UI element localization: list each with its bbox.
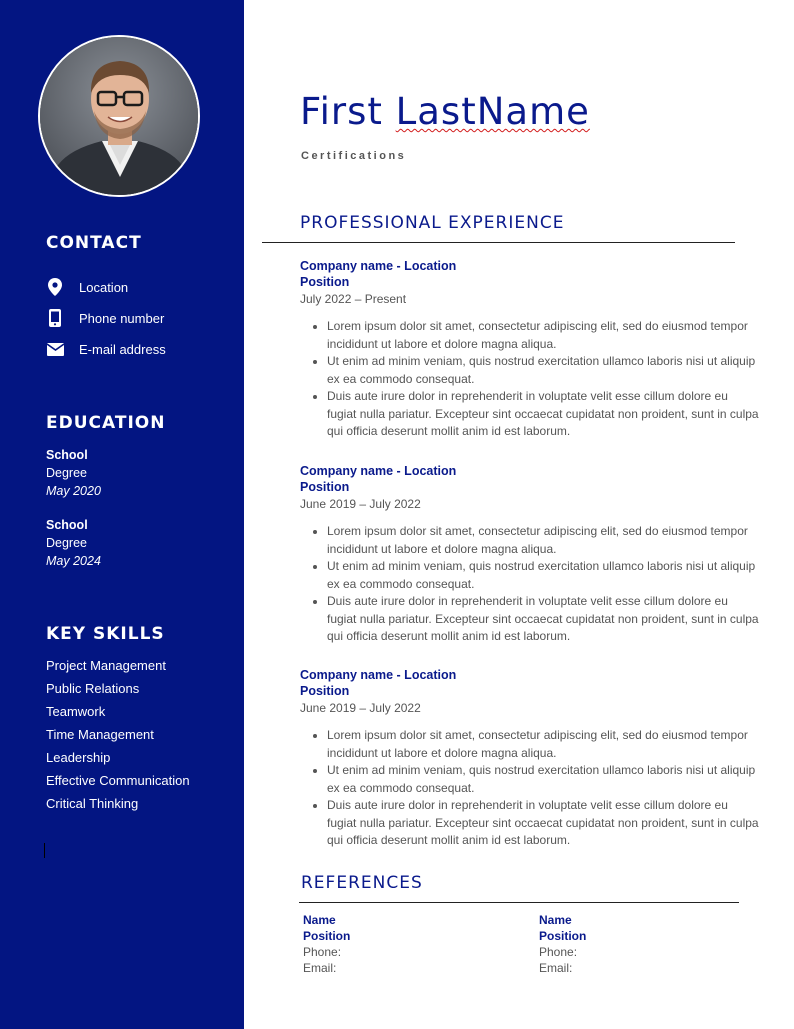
job-company: Company name - Location: [300, 259, 457, 273]
job-bullet: • Lorem ipsum dolor sit amet, consectetur adipiscing elit, sed do eiusmod tempor incididunt ut labore et dolore magna aliqua.: [327, 523, 760, 558]
reference-entry: [303, 912, 350, 976]
envelope-icon: [46, 340, 64, 358]
job-position: Position: [300, 684, 350, 698]
reference-entry: [539, 912, 586, 976]
job-dates: June 2019 – July 2022: [300, 497, 421, 511]
job-bullet: • Duis aute irure dolor in reprehenderit in voluptate velit esse cillum dolore eu fugiat nulla pariatur. Excepteur sint occaecat cupidatat non proident, sunt in culpa qui officia deserunt mollit anim id est laborum.: [327, 593, 760, 646]
education-heading: EDUCATION: [46, 413, 166, 433]
contact-email: [46, 340, 166, 358]
job-company: Company name - Location: [300, 668, 457, 682]
education-entry: [46, 516, 101, 570]
subtitle: Certifications: [301, 150, 407, 162]
skill-item: Teamwork: [46, 704, 106, 719]
job-dates: June 2019 – July 2022: [300, 701, 421, 715]
contact-phone-label: Phone number: [79, 310, 165, 326]
reference-name: Name: [303, 913, 336, 927]
reference-phone: Phone:: [303, 945, 342, 959]
text-cursor: [44, 843, 45, 858]
full-name: [300, 90, 590, 133]
skill-item: Project Management: [46, 658, 166, 673]
skill-item: Leadership: [46, 750, 111, 765]
job-position: Position: [300, 480, 350, 494]
first-name: First: [300, 90, 383, 133]
education-degree: Degree: [46, 536, 87, 550]
job-bullet: • Lorem ipsum dolor sit amet, consectetur adipiscing elit, sed do eiusmod tempor incididunt ut labore et dolore magna aliqua.: [327, 318, 760, 353]
profile-photo: [38, 35, 200, 197]
skill-item: Critical Thinking: [46, 796, 139, 811]
skill-item: Public Relations: [46, 681, 140, 696]
experience-heading: PROFESSIONAL EXPERIENCE: [300, 213, 565, 233]
references-heading: REFERENCES: [301, 873, 423, 893]
job-company: Company name - Location: [300, 464, 457, 478]
job-bullets: [300, 318, 760, 441]
contact-location: [46, 278, 128, 296]
phone-icon: [46, 309, 64, 327]
skill-item: Time Management: [46, 727, 154, 742]
contact-phone: [46, 309, 164, 327]
education-degree: Degree: [46, 466, 87, 480]
references-divider: [299, 902, 739, 903]
job-bullets: [300, 727, 760, 850]
job-bullet: • Ut enim ad minim veniam, quis nostrud exercitation ullamco laboris nisi ut aliquip ex ea commodo consequat.: [327, 558, 760, 593]
job-bullet: • Ut enim ad minim veniam, quis nostrud exercitation ullamco laboris nisi ut aliquip ex ea commodo consequat.: [327, 353, 760, 388]
sidebar: [0, 0, 244, 1029]
contact-heading: CONTACT: [46, 233, 142, 253]
education-entry: [46, 446, 101, 500]
reference-phone: Phone:: [539, 945, 578, 959]
reference-email: Email:: [303, 961, 337, 975]
education-school: School: [46, 448, 88, 462]
education-date: May 2024: [46, 554, 101, 568]
job-bullet: • Duis aute irure dolor in reprehenderit in voluptate velit esse cillum dolore eu fugiat nulla pariatur. Excepteur sint occaecat cupidatat non proident, sunt in culpa qui officia deserunt mollit anim id est laborum.: [327, 797, 760, 850]
reference-position: Position: [303, 929, 351, 943]
job-bullet: • Duis aute irure dolor in reprehenderit in voluptate velit esse cillum dolore eu fugiat nulla pariatur. Excepteur sint occaecat cupidatat non proident, sunt in culpa qui officia deserunt mollit anim id est laborum.: [327, 388, 760, 441]
experience-divider: [262, 242, 735, 243]
job-position: Position: [300, 275, 350, 289]
job-entry: [300, 667, 760, 850]
skill-item: Effective Communication: [46, 773, 190, 788]
skills-heading: KEY SKILLS: [46, 624, 165, 644]
reference-email: Email:: [539, 961, 573, 975]
job-entry: [300, 258, 760, 441]
contact-email-label: E-mail address: [79, 341, 166, 357]
education-date: May 2020: [46, 484, 101, 498]
job-bullet: • Lorem ipsum dolor sit amet, consectetur adipiscing elit, sed do eiusmod tempor incididunt ut labore et dolore magna aliqua.: [327, 727, 760, 762]
location-pin-icon: [46, 278, 64, 296]
reference-name: Name: [539, 913, 572, 927]
main-content: [244, 0, 794, 1029]
job-dates: July 2022 – Present: [300, 292, 407, 306]
reference-position: Position: [539, 929, 587, 943]
job-bullet: • Ut enim ad minim veniam, quis nostrud exercitation ullamco laboris nisi ut aliquip ex ea commodo consequat.: [327, 762, 760, 797]
job-bullets: [300, 523, 760, 646]
skills-list: [46, 654, 190, 815]
education-school: School: [46, 518, 88, 532]
last-name: LastName: [395, 90, 590, 133]
person-portrait-icon: [40, 37, 200, 197]
contact-location-label: Location: [79, 279, 129, 295]
job-entry: [300, 463, 760, 646]
